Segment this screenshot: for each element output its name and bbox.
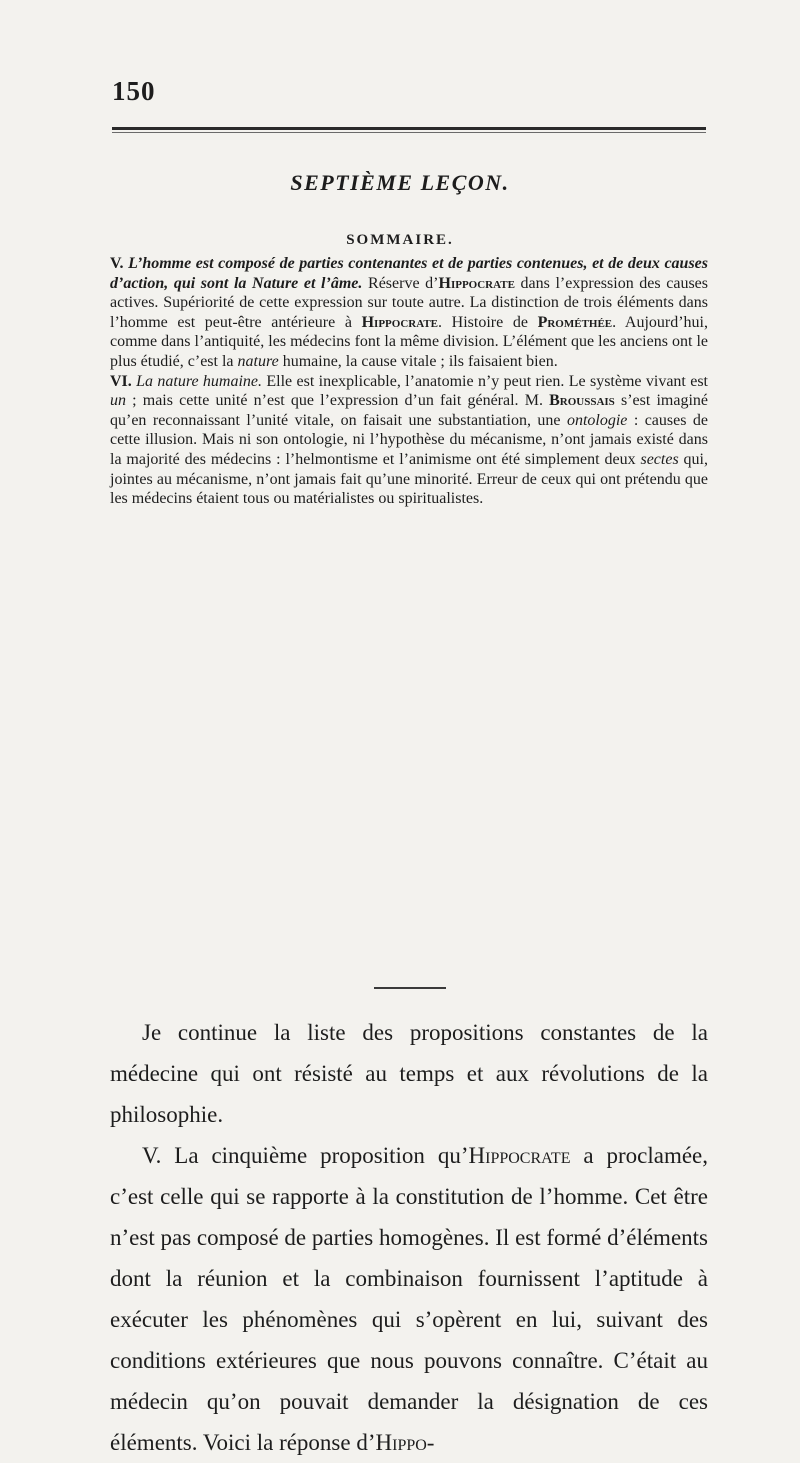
header-rule [112, 127, 706, 130]
name-promethee: Prométhée [537, 313, 613, 331]
summary-item-v [110, 254, 708, 372]
lecture-title: SEPTIÈME LEÇON. [290, 170, 510, 195]
summary-emphasis: nature [237, 352, 279, 370]
summary-text: Elle est inexplicable, l’anatomie n’y peut rien. Le système vivant est [262, 372, 709, 390]
summary-text: Réserve d’ [368, 274, 439, 292]
summary-text: : causes de cette illusion. Mais ni son ontologie, ni l’hypothèse du mécanisme, n’ont jamais existé dans la majorité des médecins : l’helmontisme et l’animisme ont été simplement deux [110, 411, 708, 468]
summary-text: dans l’expression des causes actives. Supériorité de cette expression sur toute autre. La distinction de trois éléments dans l’homme est peut-être antérieure à [110, 274, 709, 331]
body-paragraph [110, 1135, 708, 1463]
page-number: 150 [112, 76, 156, 106]
summary-item-number: V. [110, 255, 124, 272]
summary-text: s’est imaginé qu’en reconnaissant l’unité vitale, on faisait une substantiation, une [110, 392, 708, 429]
name-hippocrate: Hippocrate [438, 274, 515, 292]
summary-text: humaine, la cause vitale ; ils faisaient bien. [278, 352, 558, 370]
header-rule-thin [112, 132, 706, 133]
body-paragraph: Je continue la liste des propositions constantes de la médecine qui ont résisté au temps et aux révolutions de la philosophie. [110, 1020, 708, 1127]
summary-item-vi [110, 372, 708, 509]
summary-item-title: La nature humaine. [136, 372, 263, 390]
name-hippocrate-continued: Hippo- [375, 1430, 435, 1455]
summary-heading: SOMMAIRE. [346, 232, 454, 248]
summary-block [110, 254, 708, 509]
summary-emphasis: sectes [640, 450, 679, 468]
summary-emphasis: ontologie [566, 411, 628, 429]
name-hippocrate: Hippocrate [361, 313, 439, 331]
body-text-run: V. La cinquième proposition qu’ [142, 1143, 469, 1168]
summary-text: qui, jointes au mécanisme, n’ont jamais fait qu’une minorité. Erreur de ceux qui ont prétendu que les médecins étaient tous ou matérialistes ou spiritualistes. [110, 450, 708, 508]
summary-text: ; mais cette unité n’est que l’expression d’un fait général. M. [126, 392, 550, 410]
name-broussais: Broussais [549, 392, 615, 410]
name-hippocrate: Hippocrate [468, 1143, 571, 1168]
summary-item-title: L’homme est composé de parties contenantes et de parties contenues, et de deux causes d’action, qui sont la Nature et l’âme. [110, 255, 709, 292]
body-text [110, 1012, 708, 1463]
summary-emphasis: un [110, 392, 126, 410]
body-text-run: a proclamée, c’est celle qui se rapporte à la constitution de l’homme. Cet être n’est pas composé de parties homogènes. Il est formé d’éléments dont la réunion et la combinaison fournissent l’aptitude à exécuter les phénomènes qui s’opèrent en lui, suivant des conditions extérieures que nous pouvons connaître. C’était au médecin qu’on pouvait demander la désignation de ces éléments. Voici la réponse d’ [110, 1143, 709, 1455]
summary-item-number: VI. [110, 372, 132, 390]
summary-text: . Histoire de [438, 313, 538, 331]
section-divider [374, 987, 446, 989]
summary-text: . Aujourd’hui, comme dans l’antiquité, les médecins font la même division. L’élément que les anciens ont le plus étudié, c’est la [110, 313, 708, 370]
